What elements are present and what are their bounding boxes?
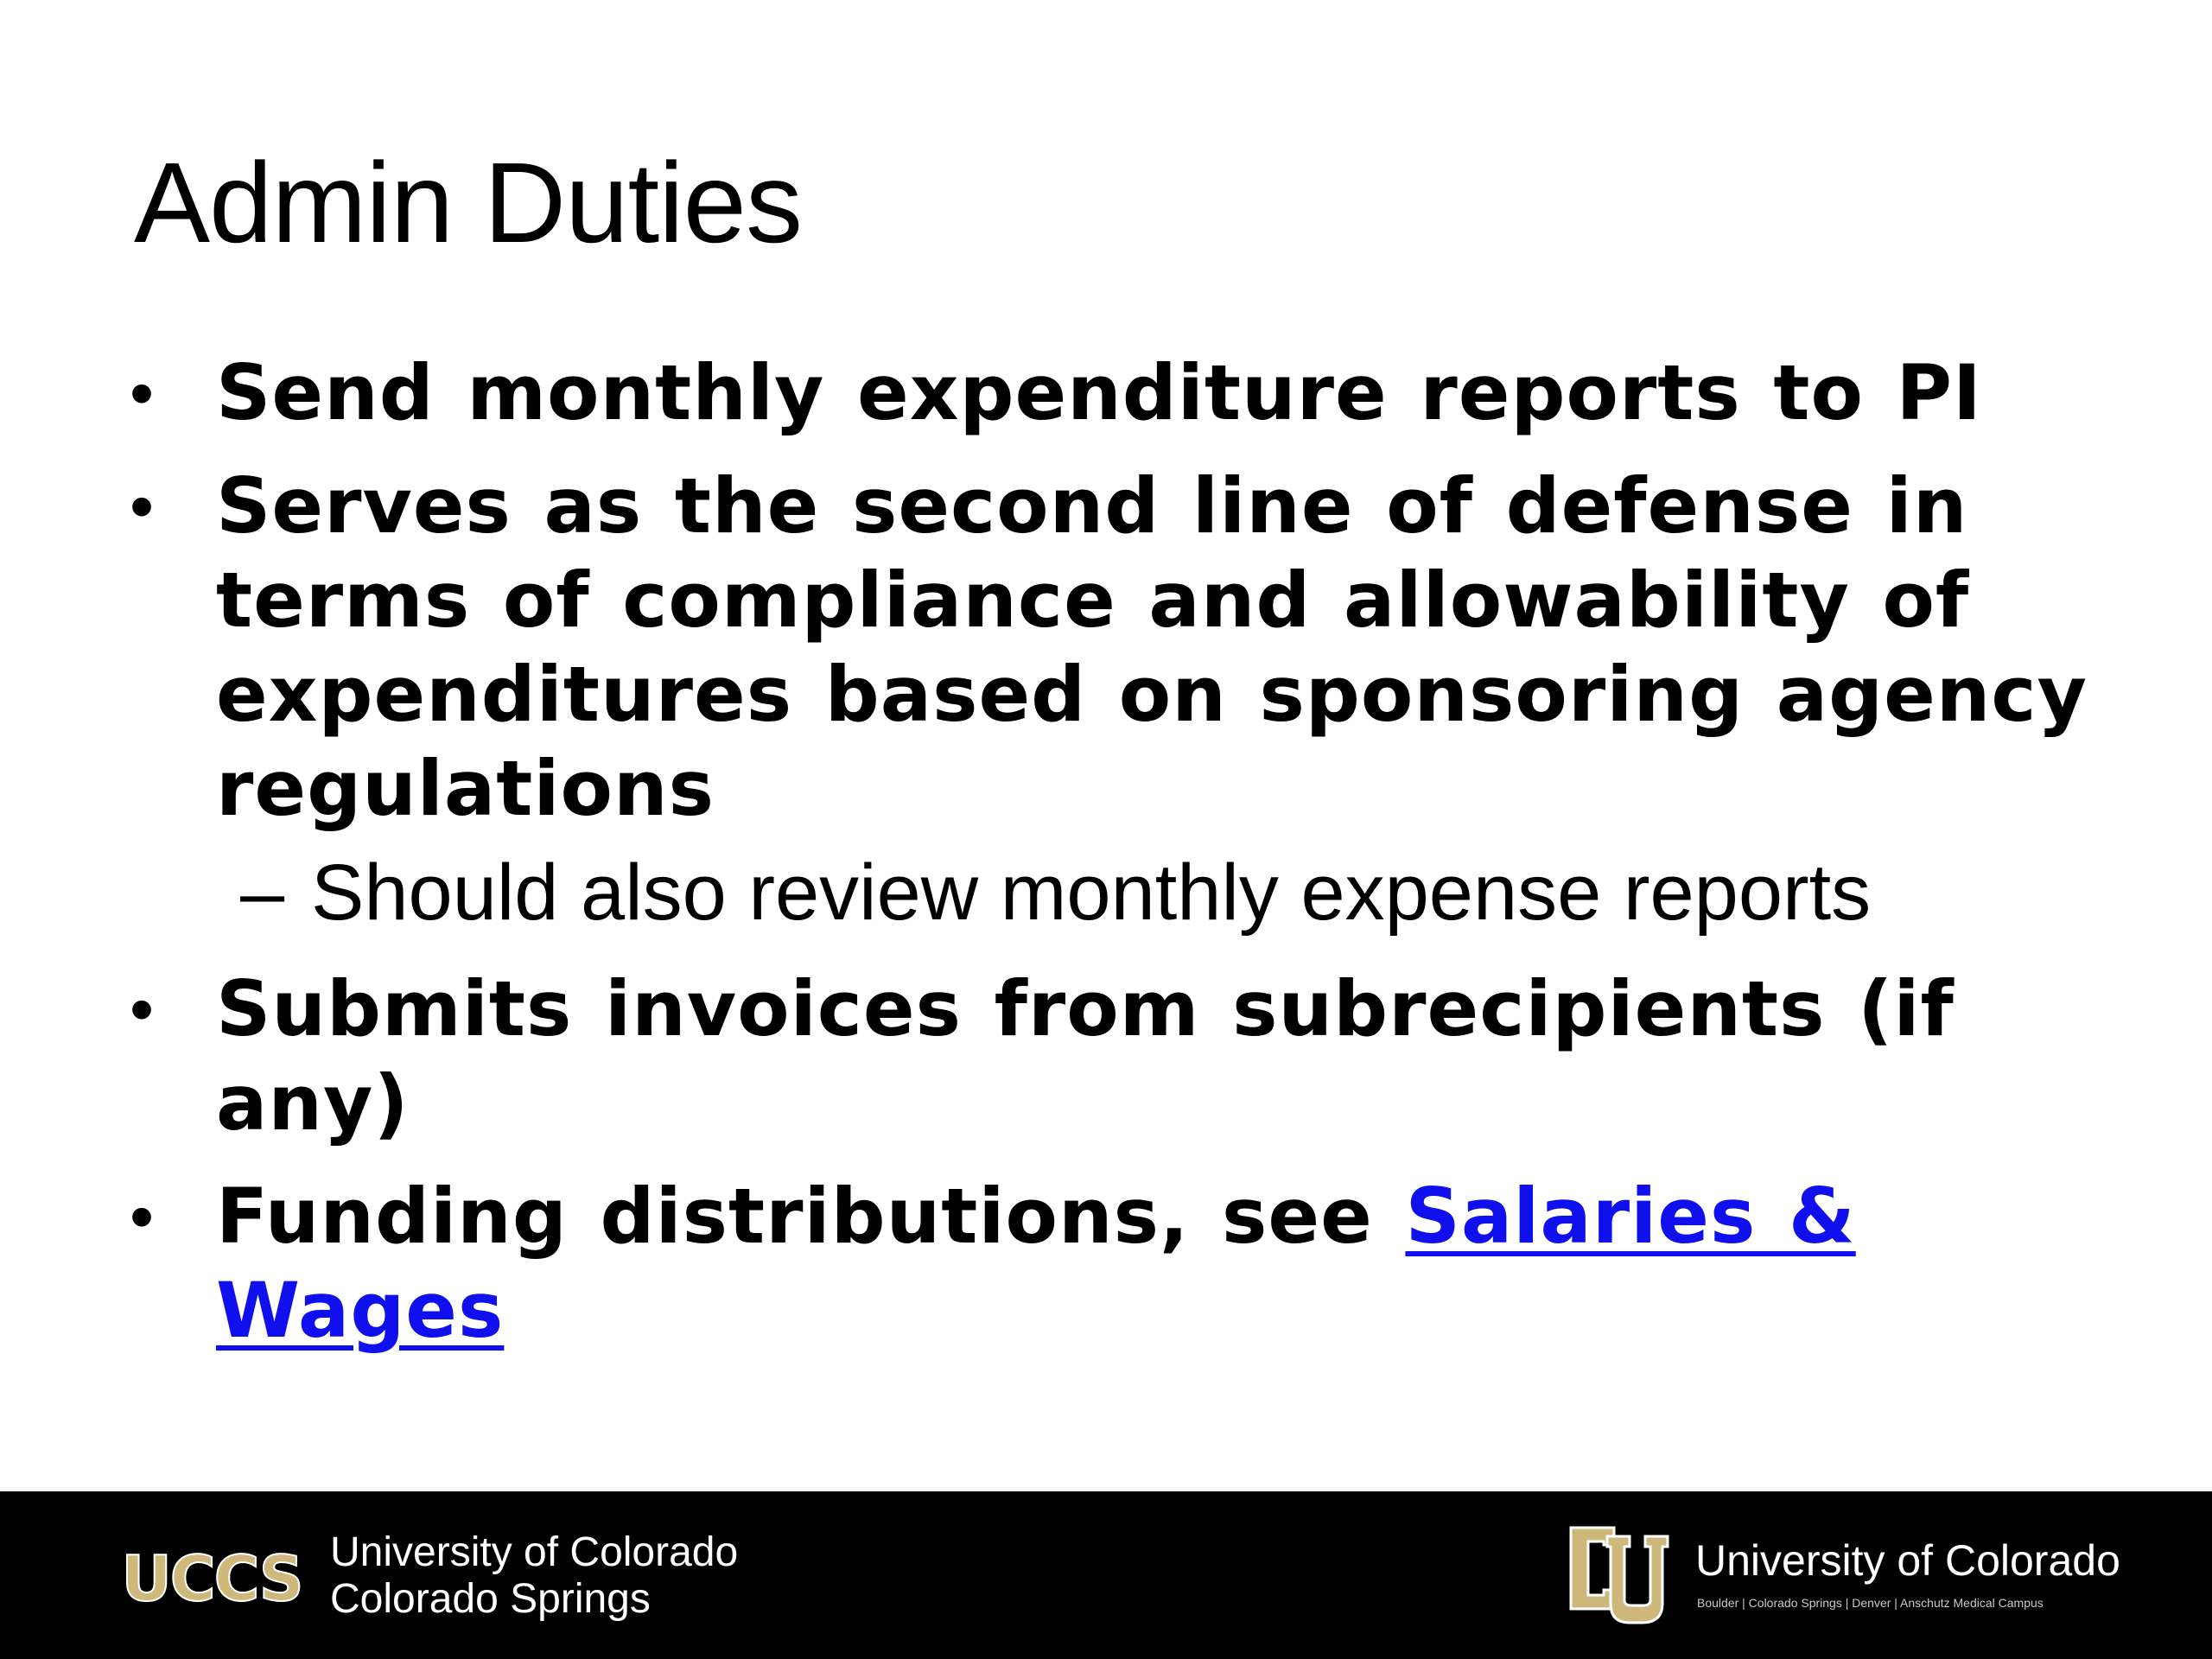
uccs-line1: University of Colorado [330, 1529, 739, 1575]
cu-logo [1564, 1516, 1672, 1628]
bullet-text: Serves as the second line of defense in terms of compliance and allowability of expenditures based on sponsoring agency regulations [216, 461, 2088, 833]
bullet-item [0, 1169, 2100, 1357]
bullet-text: Send monthly expenditure reports to PI [216, 348, 1982, 437]
bullet-text: Funding distributions, see [216, 1172, 1406, 1261]
sub-bullet-item [0, 849, 2126, 936]
uccs-logo [112, 1543, 311, 1612]
uccs-wordmark [330, 1529, 738, 1623]
sub-bullet-marker: – [240, 849, 285, 937]
bullet-item [0, 459, 2100, 836]
salaries-wages-link[interactable]: Salaries & Wages [216, 1172, 1856, 1355]
bullet-item [0, 346, 2100, 440]
cu-wordmark: University of Colorado [1695, 1536, 2120, 1585]
bullet-item [0, 962, 2100, 1150]
bullet-marker: • [130, 970, 156, 1047]
footer-bar [0, 1491, 2212, 1659]
uccs-line2: Colorado Springs [330, 1576, 651, 1622]
slide-title: Admin Duties [134, 139, 802, 266]
sub-bullet-text: Should also review monthly expense reports [311, 849, 1872, 937]
bullet-marker: • [130, 467, 156, 544]
bullet-list [0, 346, 2212, 1376]
bullet-marker: • [130, 1178, 156, 1255]
bullet-text: Submits invoices from subrecipients (if any) [216, 964, 1955, 1147]
cu-campuses: Boulder | Colorado Springs | Denver | Anschutz Medical Campus [1697, 1596, 2044, 1610]
bullet-marker: • [130, 354, 156, 431]
svg-text:UCCS: UCCS [121, 1543, 302, 1612]
